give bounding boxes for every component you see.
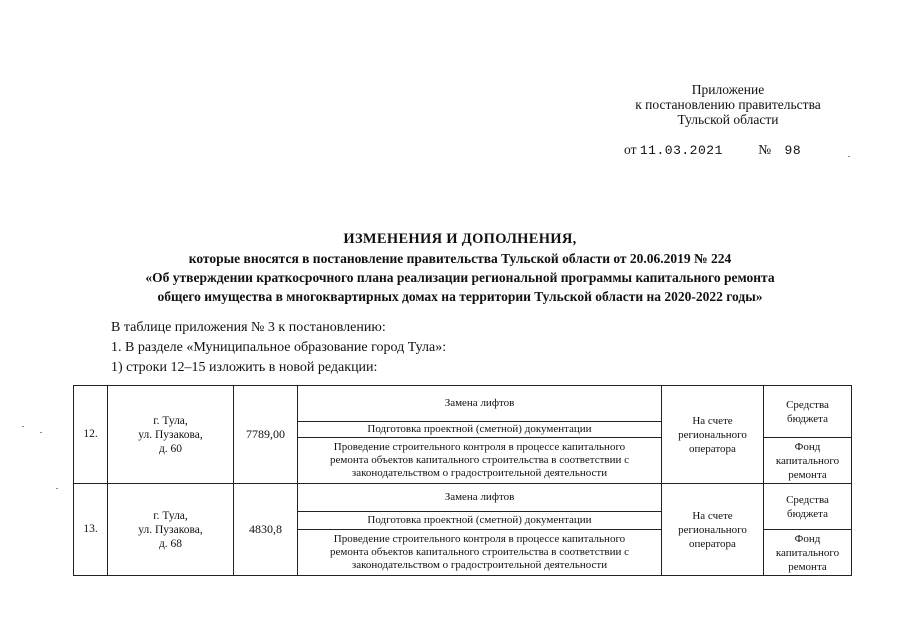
document-number: 98 <box>784 143 802 158</box>
fund-source-cell <box>764 438 852 484</box>
account-line-3: оператора <box>689 442 736 455</box>
cost-cell: 4830,8 <box>234 484 298 576</box>
address-city: г. Тула, <box>153 509 188 522</box>
account-line-3: оператора <box>689 537 736 550</box>
budget-source-cell <box>764 386 852 438</box>
body-paragraph-1: В таблице приложения № 3 к постановлению: <box>111 320 386 335</box>
budget-line-2: бюджета <box>786 412 828 425</box>
work-line-1: Проведение строительного контроля в процессе капитального <box>333 441 626 453</box>
funding-account-cell <box>662 484 764 576</box>
scan-speck <box>22 426 24 427</box>
table-row <box>74 386 852 422</box>
scan-speck <box>56 488 58 489</box>
work-line-3: законодательством о градостроительной деятельности <box>351 559 608 571</box>
attachment-header <box>608 82 848 127</box>
document-title <box>60 230 860 306</box>
address-house: д. 68 <box>158 537 183 550</box>
number-label: № <box>758 142 772 157</box>
attachment-line-1: Приложение <box>691 82 765 97</box>
attachment-line-3: Тульской области <box>677 112 779 127</box>
account-line-2: регионального <box>678 523 747 536</box>
fund-line-1: Фонд <box>794 532 821 545</box>
funding-account-cell <box>662 386 764 484</box>
work-line-2: ремонта объектов капитального строительства в соответствии с <box>330 454 629 466</box>
body-paragraph-2: 1. В разделе «Муниципальное образование город Тула»: <box>111 340 447 355</box>
title-line-1: ИЗМЕНЕНИЯ И ДОПОЛНЕНИЯ, <box>343 231 577 247</box>
budget-source-cell <box>764 484 852 530</box>
work-line-1: Проведение строительного контроля в процессе капитального <box>333 533 626 545</box>
address-street: ул. Пузакова, <box>138 428 203 441</box>
work-type-cell <box>298 530 662 576</box>
attachment-line-2: к постановлению правительства <box>635 97 821 112</box>
fund-line-3: ремонта <box>788 560 827 573</box>
work-line-3: законодательством о градостроительной деятельности <box>351 467 608 479</box>
title-line-2: которые вносятся в постановление правительства Тульской области от 20.06.2019 № 224 <box>188 251 732 266</box>
document-dateline <box>624 142 801 158</box>
account-line-2: регионального <box>678 428 747 441</box>
account-line-1: На счете <box>692 509 733 522</box>
fund-source-cell <box>764 530 852 576</box>
budget-line-1: Средства <box>786 493 829 506</box>
address-street: ул. Пузакова, <box>138 523 203 536</box>
date-prefix: от <box>624 142 637 157</box>
row-number: 12. <box>74 386 108 484</box>
changes-table <box>73 385 852 576</box>
scan-speck <box>40 432 42 433</box>
fund-line-2: капитального <box>775 454 840 467</box>
scan-speck <box>848 156 850 157</box>
work-type-cell: Замена лифтов <box>298 484 662 512</box>
title-line-4: общего имущества в многоквартирных домах на территории Тульской области на 2020-2022 годы» <box>157 289 763 304</box>
address-house: д. 60 <box>158 442 183 455</box>
fund-line-3: ремонта <box>788 468 827 481</box>
work-type-cell <box>298 438 662 484</box>
body-paragraph-3: 1) строки 12–15 изложить в новой редакции: <box>111 360 378 375</box>
budget-line-2: бюджета <box>786 507 828 520</box>
title-line-3: «Об утверждении краткосрочного плана реализации региональной программы капитального ремонта <box>145 270 775 285</box>
budget-line-1: Средства <box>786 398 829 411</box>
work-type-cell: Замена лифтов <box>298 386 662 422</box>
fund-line-1: Фонд <box>794 440 821 453</box>
work-type-cell: Подготовка проектной (сметной) документации <box>298 422 662 438</box>
cost-cell: 7789,00 <box>234 386 298 484</box>
document-date: 11.03.2021 <box>639 143 723 158</box>
table-row <box>74 484 852 512</box>
address-city: г. Тула, <box>153 414 188 427</box>
row-number: 13. <box>74 484 108 576</box>
account-line-1: На счете <box>692 414 733 427</box>
address-cell <box>108 484 234 576</box>
fund-line-2: капитального <box>775 546 840 559</box>
address-cell <box>108 386 234 484</box>
work-type-cell: Подготовка проектной (сметной) документации <box>298 512 662 530</box>
work-line-2: ремонта объектов капитального строительства в соответствии с <box>330 546 629 558</box>
